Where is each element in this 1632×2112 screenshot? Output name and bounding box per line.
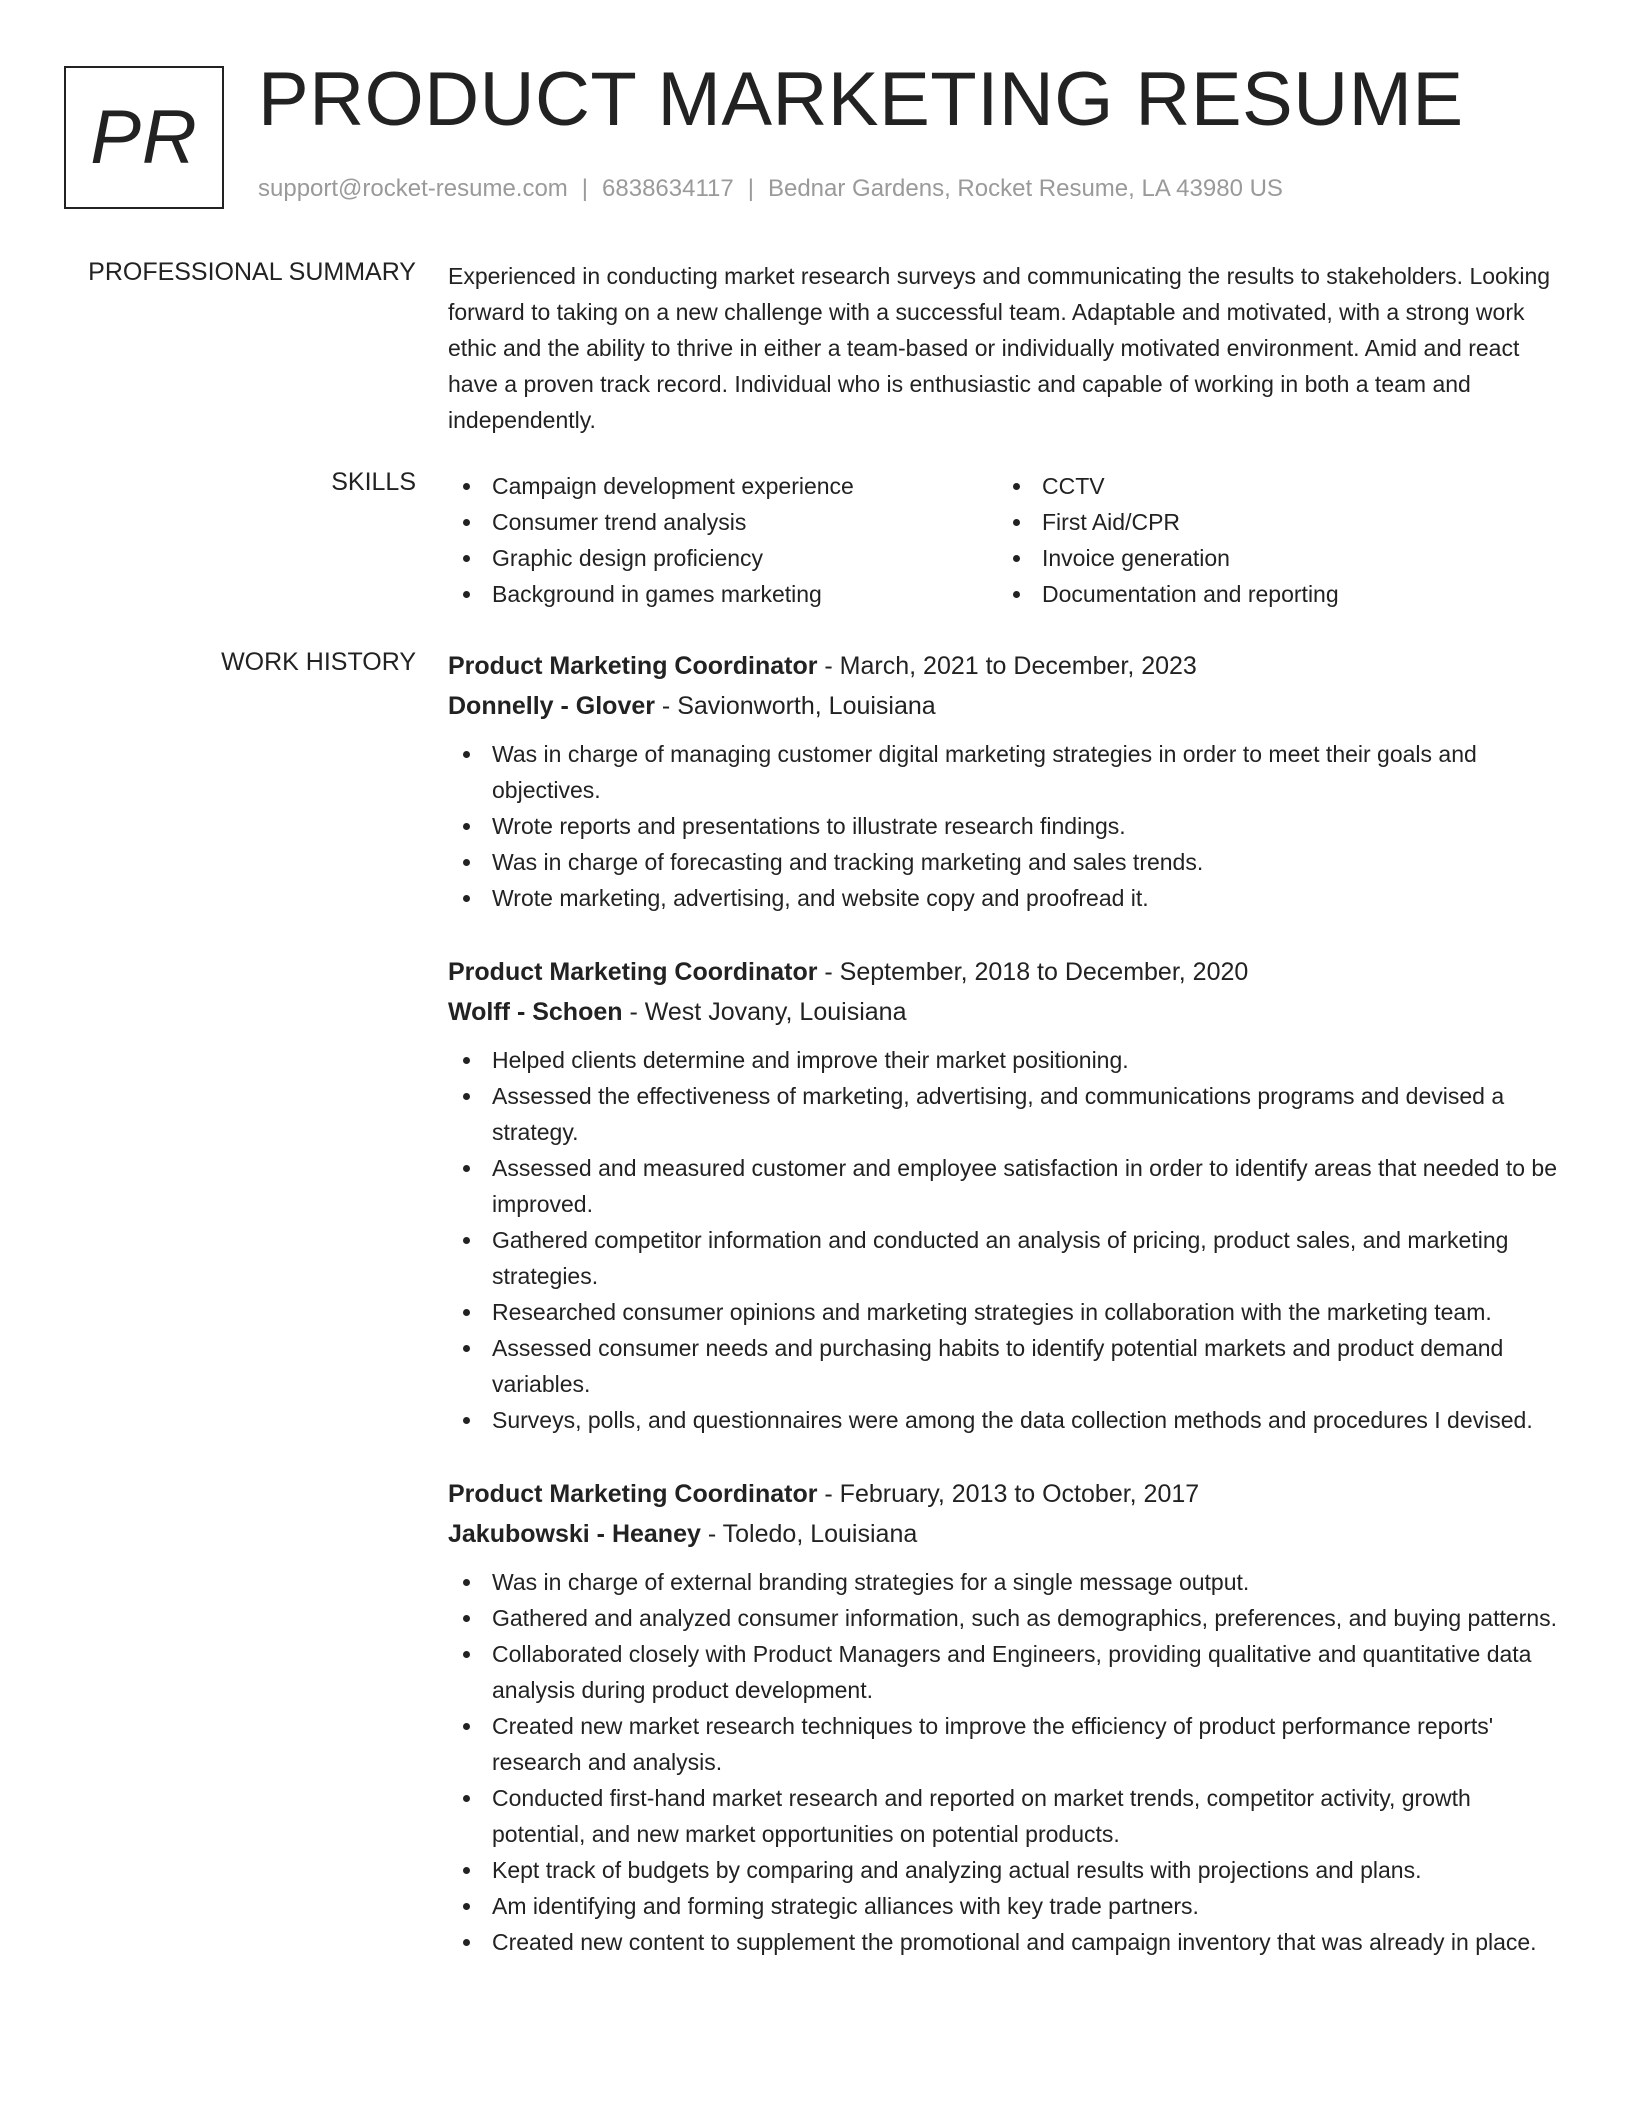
job-location: - West Jovany, Louisiana bbox=[622, 998, 907, 1026]
skill-item: Graphic design proficiency bbox=[448, 540, 998, 576]
skill-item: Campaign development experience bbox=[448, 468, 998, 504]
skills-heading: SKILLS bbox=[331, 468, 416, 496]
duty-item: Conducted first-hand market research and reported on market trends, competitor activity, growth potential, and new market opportunities on potential products. bbox=[448, 1780, 1568, 1852]
job-title-line bbox=[448, 646, 1568, 686]
duty-item: Wrote reports and presentations to illustrate research findings. bbox=[448, 808, 1568, 844]
job-entry bbox=[448, 952, 1568, 1438]
job-company-line bbox=[448, 1514, 1568, 1554]
job-company: Donnelly - Glover bbox=[448, 692, 655, 720]
contact-email[interactable]: support@rocket-resume.com bbox=[258, 175, 568, 202]
skills-list-left bbox=[448, 468, 998, 612]
skill-item: Consumer trend analysis bbox=[448, 504, 998, 540]
duty-item: Helped clients determine and improve their market positioning. bbox=[448, 1042, 1568, 1078]
duty-item: Gathered and analyzed consumer information, such as demographics, preferences, and buying patterns. bbox=[448, 1600, 1568, 1636]
duty-item: Was in charge of managing customer digital marketing strategies in order to meet their goals and objectives. bbox=[448, 736, 1568, 808]
job-dates: - March, 2021 to December, 2023 bbox=[817, 652, 1197, 680]
job-duties bbox=[448, 1042, 1568, 1438]
duty-item: Gathered competitor information and conducted an analysis of pricing, product sales, and marketing strategies. bbox=[448, 1222, 1568, 1294]
skills-body bbox=[448, 468, 1568, 612]
resume-title: PRODUCT MARKETING RESUME bbox=[258, 57, 1464, 142]
duty-item: Collaborated closely with Product Managers and Engineers, providing qualitative and quantitative data analysis during product development. bbox=[448, 1636, 1568, 1708]
job-title: Product Marketing Coordinator bbox=[448, 652, 818, 680]
contact-phone[interactable]: 6838634117 bbox=[602, 175, 734, 202]
job-duties bbox=[448, 736, 1568, 916]
job-duties bbox=[448, 1564, 1568, 1960]
work-history-heading: WORK HISTORY bbox=[221, 648, 416, 676]
skill-item: Invoice generation bbox=[998, 540, 1548, 576]
contact-line bbox=[258, 175, 1283, 203]
duty-item: Assessed consumer needs and purchasing habits to identify potential markets and product demand variables. bbox=[448, 1330, 1568, 1402]
job-company-line bbox=[448, 686, 1568, 726]
contact-separator: | bbox=[747, 175, 754, 202]
job-company: Jakubowski - Heaney bbox=[448, 1520, 701, 1548]
work-history-body bbox=[448, 646, 1568, 1996]
job-entry bbox=[448, 646, 1568, 916]
duty-item: Created new content to supplement the promotional and campaign inventory that was already in place. bbox=[448, 1924, 1568, 1960]
duty-item: Created new market research techniques to improve the efficiency of product performance reports' research and analysis. bbox=[448, 1708, 1568, 1780]
skill-item: Documentation and reporting bbox=[998, 576, 1548, 612]
monogram-logo: PR bbox=[64, 66, 224, 209]
skill-item: First Aid/CPR bbox=[998, 504, 1548, 540]
summary-heading: PROFESSIONAL SUMMARY bbox=[88, 258, 416, 286]
duty-item: Surveys, polls, and questionnaires were among the data collection methods and procedures I devised. bbox=[448, 1402, 1568, 1438]
contact-separator: | bbox=[581, 175, 589, 202]
job-dates: - February, 2013 to October, 2017 bbox=[817, 1480, 1200, 1508]
job-location: - Toledo, Louisiana bbox=[700, 1520, 918, 1548]
duty-item: Wrote marketing, advertising, and website copy and proofread it. bbox=[448, 880, 1568, 916]
job-location: - Savionworth, Louisiana bbox=[654, 692, 936, 720]
skill-item: CCTV bbox=[998, 468, 1548, 504]
job-title-line bbox=[448, 952, 1568, 992]
summary-text: Experienced in conducting market research surveys and communicating the results to stakeholders. Looking forward to taking on a new challenge with a successful team. Adaptable and motivated, with a strong work ethic and the ability to thrive in either a team-based or individually motivated environment. Amid and react have a proven track record. Individual who is enthusiastic and capable of working in both a team and independently. bbox=[448, 263, 1551, 433]
duty-item: Assessed the effectiveness of marketing, advertising, and communications programs and devised a strategy. bbox=[448, 1078, 1568, 1150]
duty-item: Researched consumer opinions and marketing strategies in collaboration with the marketing team. bbox=[448, 1294, 1568, 1330]
duty-item: Kept track of budgets by comparing and analyzing actual results with projections and plans. bbox=[448, 1852, 1568, 1888]
duty-item: Am identifying and forming strategic alliances with key trade partners. bbox=[448, 1888, 1568, 1924]
duty-item: Was in charge of external branding strategies for a single message output. bbox=[448, 1564, 1568, 1600]
skills-list-right bbox=[998, 468, 1548, 612]
duty-item: Assessed and measured customer and employee satisfaction in order to identify areas that needed to be improved. bbox=[448, 1150, 1568, 1222]
job-title-line bbox=[448, 1474, 1568, 1514]
duty-item: Was in charge of forecasting and tracking marketing and sales trends. bbox=[448, 844, 1568, 880]
job-company-line bbox=[448, 992, 1568, 1032]
job-company: Wolff - Schoen bbox=[448, 998, 623, 1026]
job-title: Product Marketing Coordinator bbox=[448, 958, 818, 986]
job-entry bbox=[448, 1474, 1568, 1960]
contact-address: Bednar Gardens, Rocket Resume, LA 43980 US bbox=[767, 175, 1283, 202]
job-dates: - September, 2018 to December, 2020 bbox=[817, 958, 1249, 986]
skill-item: Background in games marketing bbox=[448, 576, 998, 612]
job-title: Product Marketing Coordinator bbox=[448, 1480, 818, 1508]
